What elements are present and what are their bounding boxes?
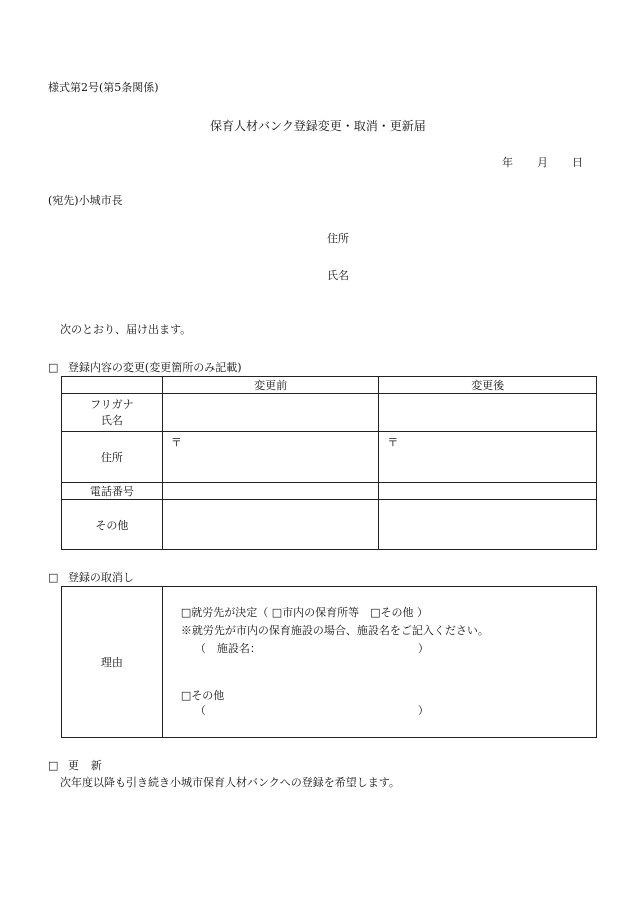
address-after-field[interactable] xyxy=(379,432,597,483)
header-empty-cell xyxy=(62,377,163,394)
other-before-field[interactable] xyxy=(162,500,379,550)
intro-text: 次のとおり、届け出ます。 xyxy=(60,323,192,336)
checkbox-icon: □ xyxy=(48,571,59,584)
col-before-header: 変更前 xyxy=(162,377,379,394)
section-cancel-title: 登録の取消し xyxy=(67,571,134,584)
date-year-label: 年 xyxy=(502,156,513,169)
postal-mark-after: 〒 xyxy=(387,436,399,449)
section-renew-heading xyxy=(48,760,102,771)
addressee: (宛先)小城市長 xyxy=(48,194,123,207)
reason-line-facility-open: （ 施設名： xyxy=(194,642,261,655)
applicant-address-label: 住所 xyxy=(327,232,349,245)
other-after-field[interactable] xyxy=(379,500,597,550)
other-row-label: その他 xyxy=(62,500,163,550)
furigana-label: フリガナ xyxy=(90,397,134,411)
name-before-field[interactable] xyxy=(162,394,379,432)
checkbox-icon: □ xyxy=(48,361,59,374)
name-after-field[interactable] xyxy=(379,394,597,432)
section-change-title: 登録内容の変更(変更箇所のみ記載) xyxy=(67,361,242,374)
phone-after-field[interactable] xyxy=(379,483,597,500)
date-month-label: 月 xyxy=(537,156,548,169)
renew-text: 次年度以降も引き続き小城市保育人材バンクへの登録を希望します。 xyxy=(60,776,400,789)
date-day-label: 日 xyxy=(572,156,583,169)
postal-mark-before: 〒 xyxy=(170,436,182,449)
section-renew-title-b: 新 xyxy=(90,759,102,772)
checkbox-icon: □ xyxy=(48,759,59,772)
reason-line-other: □その他 xyxy=(180,689,225,702)
furigana-name-label xyxy=(62,394,163,432)
reason-line-facility-close: ） xyxy=(417,642,429,655)
form-number: 様式第2号(第5条関係) xyxy=(48,81,159,94)
phone-row-label: 電話番号 xyxy=(62,483,163,500)
cancel-table xyxy=(61,586,597,738)
address-row-label: 住所 xyxy=(62,432,163,483)
reason-label: 理由 xyxy=(62,587,163,738)
change-table xyxy=(61,376,597,550)
section-change-heading xyxy=(48,362,242,373)
applicant-name-label: 氏名 xyxy=(327,269,349,282)
phone-before-field[interactable] xyxy=(162,483,379,500)
reason-line-note: ※就労先が市内の保育施設の場合、施設名をご記入ください。 xyxy=(180,624,489,637)
section-renew-title-a: 更 xyxy=(67,759,79,772)
reason-line-employment: □就労先が決定（ □市内の保育所等 □その他 ） xyxy=(180,606,428,619)
page-title: 保育人材バンク登録変更・取消・更新届 xyxy=(210,119,426,133)
section-cancel-heading xyxy=(48,572,134,583)
col-after-header: 変更後 xyxy=(379,377,597,394)
address-before-field[interactable] xyxy=(162,432,379,483)
reason-line-other-close: ） xyxy=(417,704,429,717)
reason-line-other-open: （ xyxy=(194,704,206,717)
reason-field[interactable] xyxy=(162,587,596,738)
name-row-label: 氏名 xyxy=(100,413,123,427)
